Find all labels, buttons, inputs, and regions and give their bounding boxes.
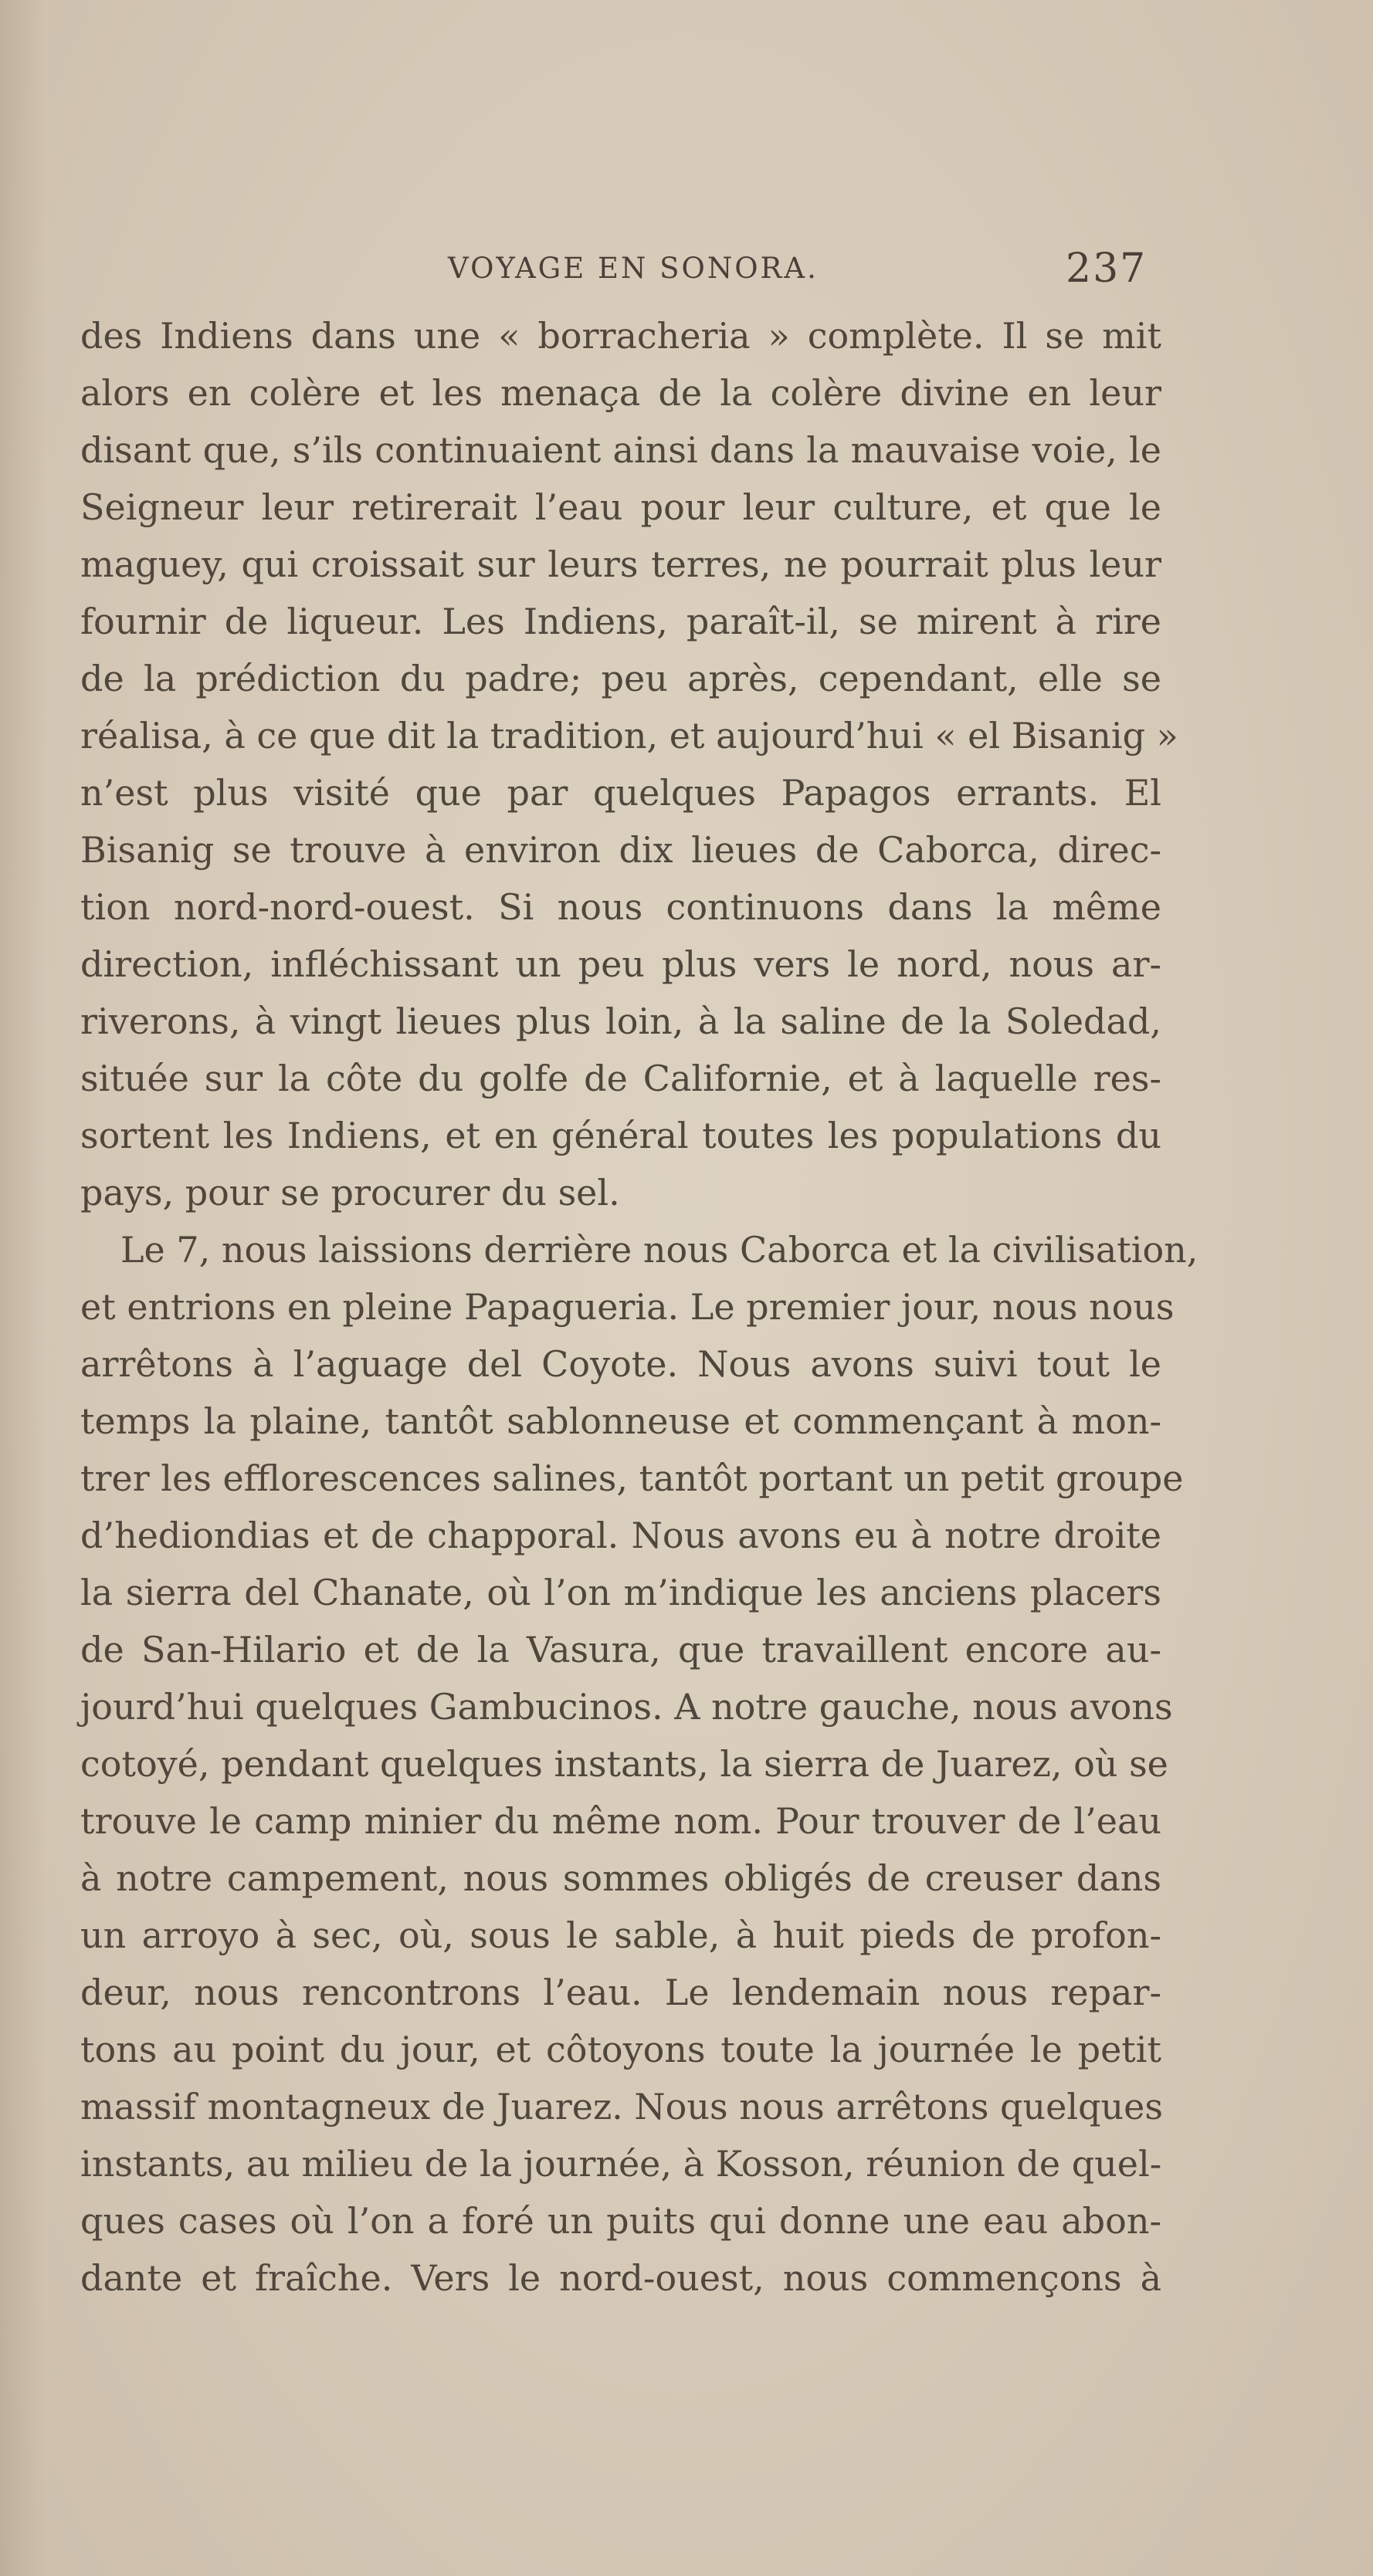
- text-line: sortent les Indiens, et en général toutes les populations du: [80, 1115, 1161, 1156]
- text-line: instants, au milieu de la journée, à Kosson, réunion de quel-: [80, 2143, 1162, 2185]
- text-line: trer les efflorescences salines, tantôt portant un petit groupe: [80, 1457, 1184, 1499]
- text-line: d’hediondias et de chapporal. Nous avons eu à notre droite: [80, 1515, 1161, 1556]
- text-line: deur, nous rencontrons l’eau. Le lendemain nous repar-: [80, 1972, 1161, 2013]
- text-line: trouve le camp minier du même nom. Pour trouver de l’eau: [80, 1800, 1161, 1842]
- text-line: ques cases où l’on a foré un puits qui donne une eau abon-: [80, 2200, 1161, 2242]
- text-line: direction, infléchissant un peu plus vers le nord, nous ar-: [80, 943, 1161, 985]
- text-line: Seigneur leur retirerait l’eau pour leur culture, et que le: [80, 486, 1161, 528]
- page-number: 237: [1066, 245, 1148, 292]
- text-line: réalisa, à ce que dit la tradition, et aujourd’hui « el Bisanig »: [80, 715, 1178, 757]
- text-line: Bisanig se trouve à environ dix lieues de Caborca, direc-: [80, 829, 1161, 871]
- body-text: [80, 307, 1198, 2307]
- paragraph-last-line: pays, pour se procurer du sel.: [80, 1172, 620, 1214]
- text-line: massif montagneux de Juarez. Nous nous arrêtons quelques: [80, 2086, 1163, 2127]
- text-line: des Indiens dans une « borracheria » complète. Il se mit: [80, 315, 1161, 357]
- text-line: tons au point du jour, et côtoyons toute la journée le petit: [80, 2029, 1161, 2070]
- text-line: riverons, à vingt lieues plus loin, à la saline de la Soledad,: [80, 1000, 1161, 1042]
- text-line: fournir de liqueur. Les Indiens, paraît-il, se mirent à rire: [80, 601, 1161, 642]
- text-line: arrêtons à l’aguage del Coyote. Nous avons suivi tout le: [80, 1343, 1161, 1385]
- text-line: à notre campement, nous sommes obligés de creuser dans: [80, 1857, 1161, 1899]
- running-title: VOYAGE EN SONORA.: [448, 252, 819, 285]
- text-line: disant que, s’ils continuaient ainsi dans la mauvaise voie, le: [80, 429, 1161, 471]
- text-line: tion nord-nord-ouest. Si nous continuons dans la même: [80, 886, 1161, 928]
- page-gutter-shadow: [0, 0, 46, 2576]
- text-line: la sierra del Chanate, où l’on m’indique les anciens placers: [80, 1572, 1161, 1613]
- text-line: de San-Hilario et de la Vasura, que travaillent encore au-: [80, 1629, 1161, 1671]
- text-line: alors en colère et les menaça de la colère divine en leur: [80, 372, 1161, 414]
- text-line: cotoyé, pendant quelques instants, la sierra de Juarez, où se: [80, 1743, 1168, 1785]
- text-line: jourd’hui quelques Gambucinos. A notre gauche, nous avons: [80, 1686, 1173, 1728]
- text-line: située sur la côte du golfe de Californie, et à laquelle res-: [80, 1058, 1161, 1099]
- text-line: un arroyo à sec, où, sous le sable, à huit pieds de profon-: [80, 1914, 1161, 1956]
- paragraph-first-line: Le 7, nous laissions derrière nous Caborca et la civilisation,: [120, 1229, 1198, 1271]
- text-line: et entrions en pleine Papagueria. Le premier jour, nous nous: [80, 1286, 1175, 1328]
- text-line: maguey, qui croissait sur leurs terres, ne pourrait plus leur: [80, 543, 1161, 585]
- text-line: de la prédiction du padre; peu après, cependant, elle se: [80, 658, 1161, 699]
- text-line: dante et fraîche. Vers le nord-ouest, nous commençons à: [80, 2257, 1161, 2299]
- text-line: n’est plus visité que par quelques Papagos errants. El: [80, 772, 1161, 814]
- text-line: temps la plaine, tantôt sablonneuse et commençant à mon-: [80, 1400, 1161, 1442]
- running-head: [0, 245, 1373, 292]
